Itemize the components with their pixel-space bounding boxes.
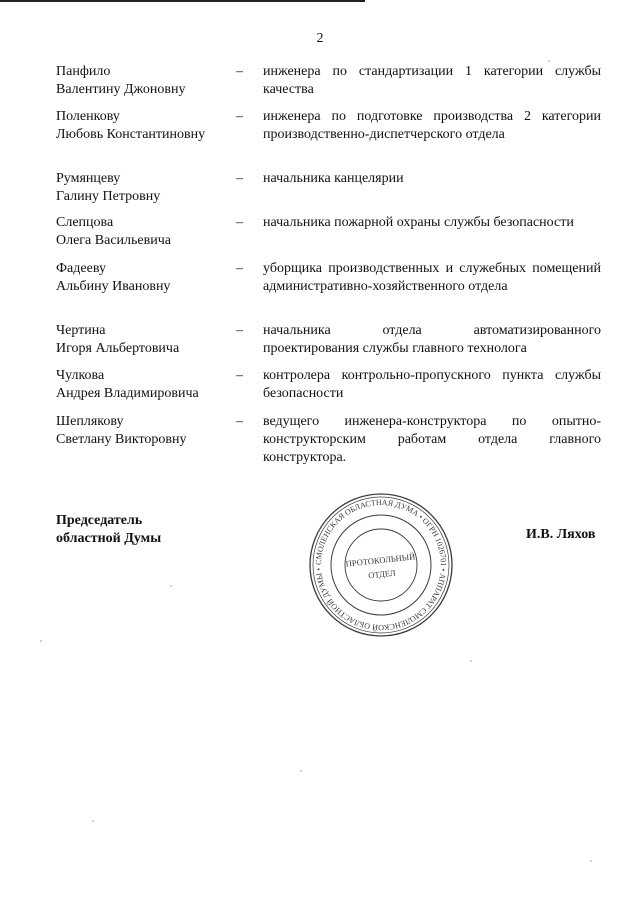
separator-dash: – xyxy=(236,414,243,429)
employee-name xyxy=(56,63,236,99)
employee-surname: Чертина xyxy=(56,323,106,338)
official-seal xyxy=(306,490,456,640)
scan-speck xyxy=(170,585,172,587)
employee-surname: Панфило xyxy=(56,64,111,79)
separator-dash: – xyxy=(236,323,243,338)
signatory-title-line: Председатель xyxy=(56,513,143,528)
employee-position: уборщика производственных и служебных помещений административно-хозяйственного отдела xyxy=(263,261,601,294)
employee-position: инженера по стандартизации 1 категории службы качества xyxy=(263,64,601,97)
employee-surname: Румянцеву xyxy=(56,171,121,186)
employee-given-names: Олега Васильевича xyxy=(56,233,171,248)
employee-surname: Поленкову xyxy=(56,109,120,124)
employee-given-names: Альбину Ивановну xyxy=(56,279,171,294)
employee-given-names: Любовь Константиновну xyxy=(56,127,206,142)
employee-surname: Чулкова xyxy=(56,368,105,383)
signatory-title-line: областной Думы xyxy=(56,531,162,546)
employee-surname: Шеплякову xyxy=(56,414,124,429)
page-number: 2 xyxy=(316,31,324,46)
employee-given-names: Валентину Джоновну xyxy=(56,82,186,97)
employee-given-names: Светлану Викторовну xyxy=(56,432,187,447)
separator-dash: – xyxy=(236,215,243,230)
seal-center-line: ОТДЕЛ xyxy=(367,567,397,581)
scan-speck xyxy=(470,660,472,662)
employee-position: начальника канцелярии xyxy=(263,171,404,186)
employee-name xyxy=(56,214,236,250)
scan-speck xyxy=(40,640,42,642)
signatory-name: И.В. Ляхов xyxy=(526,527,596,542)
employee-name xyxy=(56,108,236,144)
separator-dash: – xyxy=(236,368,243,383)
seal-center-line: ПРОТОКОЛЬНЫЙ xyxy=(345,551,416,569)
employee-name xyxy=(56,413,236,449)
seal-ring-text: СМОЛЕНСКАЯ ОБЛАСТНАЯ ДУМА • ОГРН 1026701 • АППАРАТ СМОЛЕНСКОЙ ОБЛАСТНОЙ ДУМЫ • xyxy=(313,497,449,633)
separator-dash: – xyxy=(236,171,243,186)
employee-surname: Фадееву xyxy=(56,261,106,276)
top-border-line xyxy=(0,0,365,2)
employee-position: начальника отдела автоматизированного проектирования службы главного технолога xyxy=(263,323,601,356)
employee-name xyxy=(56,170,236,206)
employee-name xyxy=(56,260,236,296)
employee-given-names: Галину Петровну xyxy=(56,189,161,204)
employee-position: контролера контрольно-пропускного пункта службы безопасности xyxy=(263,368,601,401)
scan-speck xyxy=(92,820,94,822)
separator-dash: – xyxy=(236,261,243,276)
employee-given-names: Игоря Альбертовича xyxy=(56,341,180,356)
employee-surname: Слепцова xyxy=(56,215,114,230)
employee-position: ведущего инженера-конструктора по опытно-конструкторским работам отдела главного конструктора. xyxy=(263,414,601,465)
scan-speck xyxy=(590,860,592,862)
signatory-title xyxy=(56,512,161,548)
scan-speck xyxy=(300,770,302,772)
separator-dash: – xyxy=(236,64,243,79)
employee-name xyxy=(56,367,236,403)
employee-position: начальника пожарной охраны службы безопасности xyxy=(263,215,574,230)
scan-speck xyxy=(548,60,550,62)
employee-given-names: Андрея Владимировича xyxy=(56,386,199,401)
employee-name xyxy=(56,322,236,358)
employee-position: инженера по подготовке производства 2 категории производственно-диспетчерского отдела xyxy=(263,109,601,142)
separator-dash: – xyxy=(236,109,243,124)
